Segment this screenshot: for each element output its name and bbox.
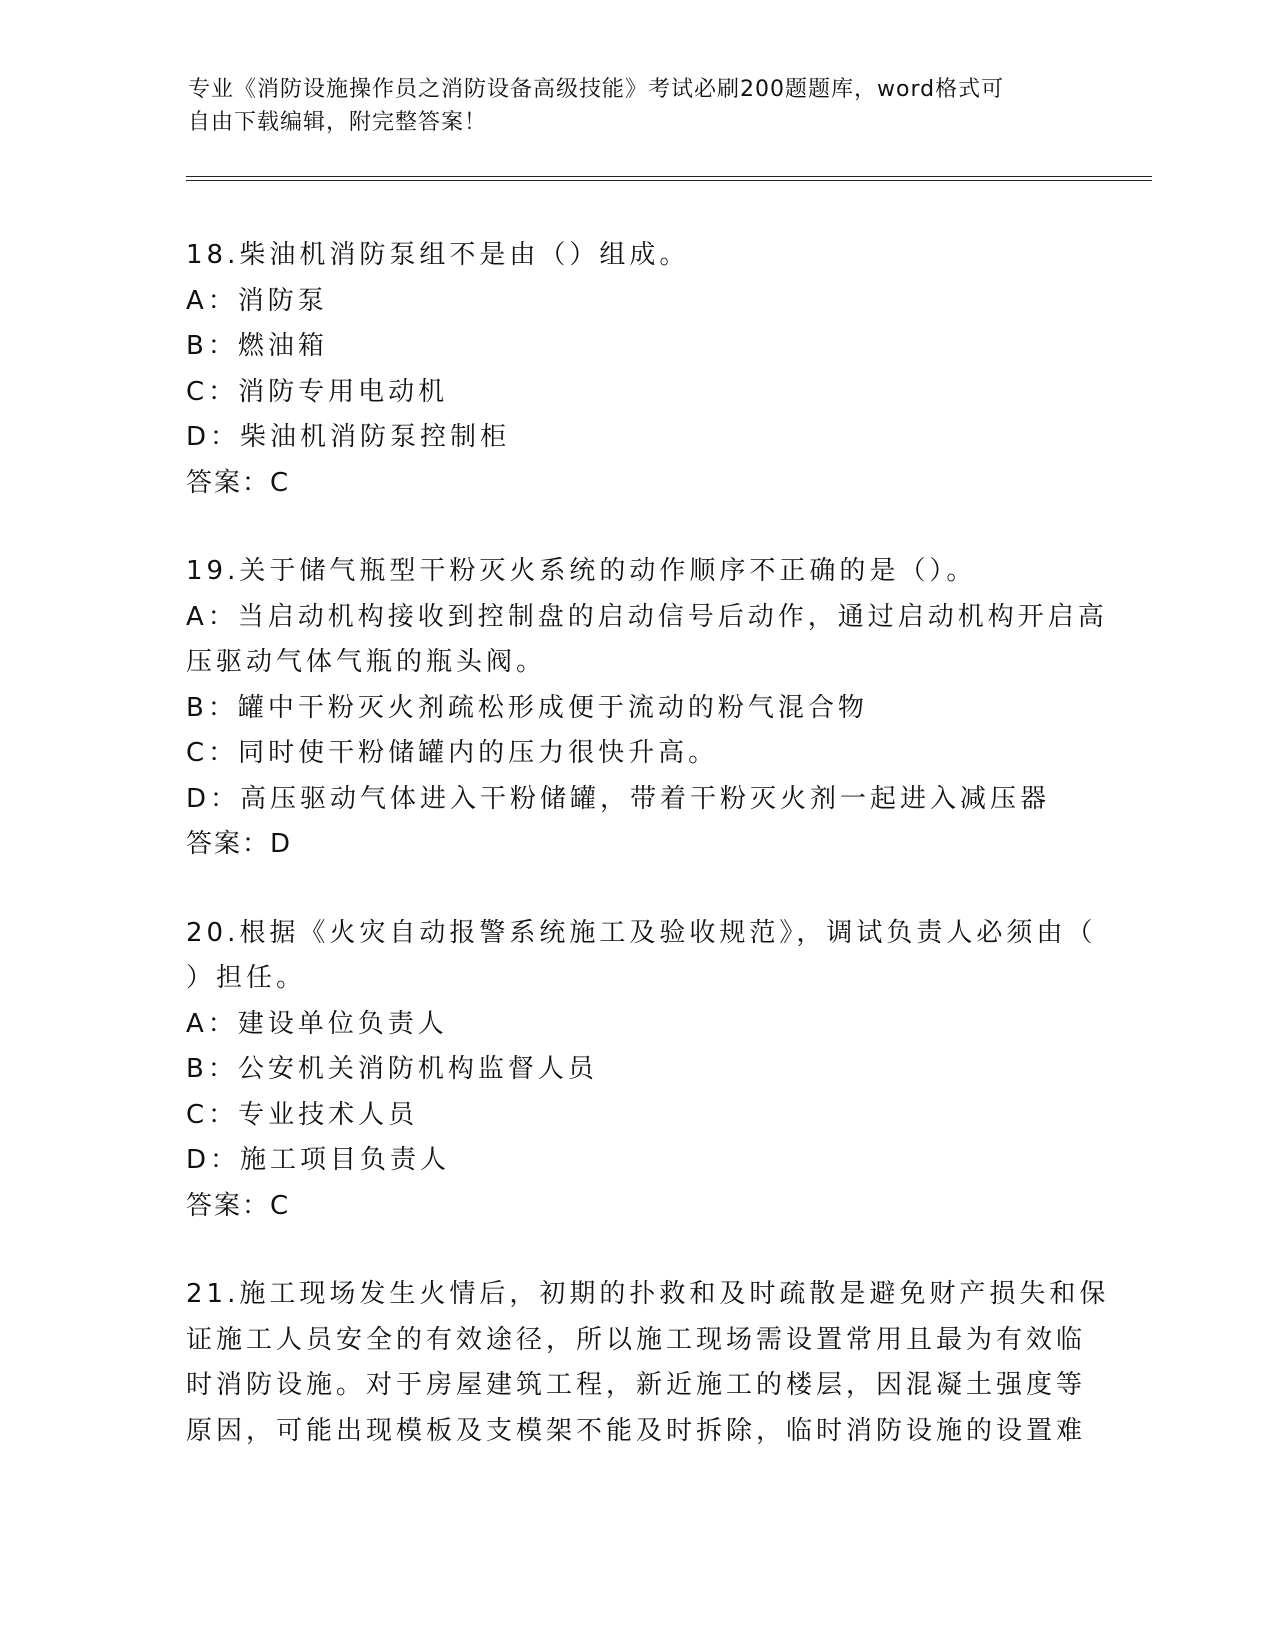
header-divider [186, 176, 1152, 181]
answer: 答案：C [186, 467, 291, 498]
header-line-1: 专业《消防设施操作员之消防设备高级技能》考试必刷200题题库，word格式可 [188, 77, 1005, 102]
question-stem: 18.柴油机消防泵组不是由（）组成。 [186, 240, 690, 270]
question-stem: 20.根据《火灾自动报警系统施工及验收规范》，调试负责人必须由（ [186, 917, 1097, 948]
option-d: D：柴油机消防泵控制柜 [186, 422, 511, 452]
question-stem: 21.施工现场发生火情后，初期的扑救和及时疏散是避免财产损失和保 [186, 1279, 1110, 1309]
option-c: C：消防专用电动机 [186, 376, 449, 407]
question-list [186, 233, 1110, 1497]
option-d: D：施工项目负责人 [186, 1145, 451, 1175]
question-stem-continued: 证施工人员安全的有效途径，所以施工现场需设置常用且最为有效临 [186, 1324, 1087, 1355]
question-19 [186, 549, 1108, 868]
question-21 [186, 1272, 1110, 1454]
option-c: C：同时使干粉储罐内的压力很快升高。 [186, 738, 719, 768]
option-d: D：高压驱动气体进入干粉储罐，带着干粉灭火剂一起进入减压器 [186, 783, 1051, 814]
option-c: C：专业技术人员 [186, 1099, 419, 1130]
answer: 答案：C [186, 1190, 291, 1221]
question-18 [186, 233, 1086, 506]
question-stem-continued: 原因，可能出现模板及支模架不能及时拆除，临时消防设施的设置难 [186, 1415, 1087, 1446]
option-b: B：燃油箱 [186, 331, 328, 361]
option-a: A：消防泵 [186, 285, 328, 316]
question-20 [186, 911, 1097, 1230]
option-a: A：当启动机构接收到控制盘的启动信号后动作，通过启动机构开启高 [186, 601, 1108, 632]
option-b: B：罐中干粉灭火剂疏松形成便于流动的粉气混合物 [186, 692, 868, 723]
document-header [188, 73, 1068, 139]
option-a-continued: 压驱动气体气瓶的瓶头阀。 [186, 647, 547, 677]
option-b: B：公安机关消防机构监督人员 [186, 1054, 598, 1084]
question-stem: 19.关于储气瓶型干粉灭火系统的动作顺序不正确的是（）。 [186, 556, 977, 586]
question-stem-continued: ）担任。 [186, 963, 307, 993]
header-line-2: 自由下载编辑，附完整答案！ [188, 110, 488, 135]
option-a: A：建设单位负责人 [186, 1008, 448, 1039]
answer: 答案：D [186, 829, 293, 859]
question-stem-continued: 时消防设施。对于房屋建筑工程，新近施工的楼层，因混凝土强度等 [186, 1370, 1087, 1400]
